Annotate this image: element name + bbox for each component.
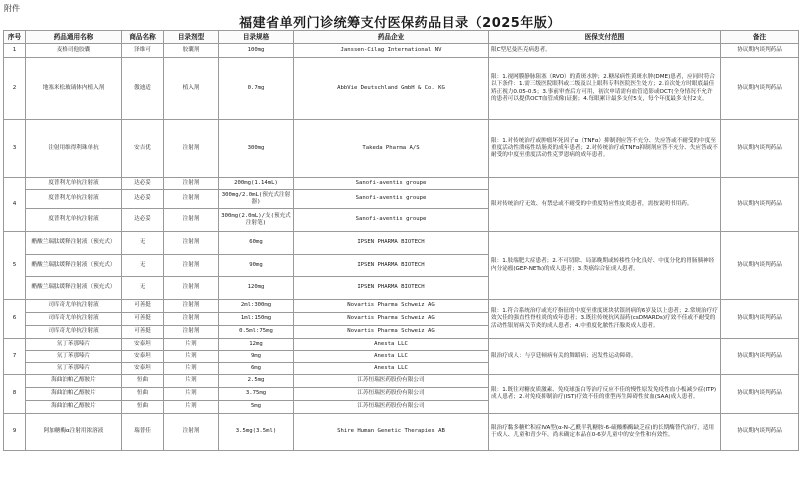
cell-payment-scope: 限：1.肢端肥大症患者；2.不可切除、局部晚期或转移性分化良好、中度分化的胃肠胰神经内分泌瘤(GEP-NETs)的成人患者；3.类癌综合征成人患者。 bbox=[489, 232, 721, 300]
cell-dosage-form: 注射剂 bbox=[164, 277, 219, 300]
cell-spec: 6mg bbox=[219, 363, 294, 375]
cell-company: Sanofi-aventis groupe bbox=[294, 190, 489, 209]
cell-note: 协议期内谈判药品 bbox=[721, 58, 799, 120]
header-generic-name: 药品通用名称 bbox=[26, 31, 122, 44]
cell-spec: 5mg bbox=[219, 401, 294, 414]
cell-company: AbbVie Deutschland GmbH & Co. KG bbox=[294, 58, 489, 120]
header-company: 药品企业 bbox=[294, 31, 489, 44]
cell-dosage-form: 注射剂 bbox=[164, 414, 219, 451]
cell-company: Anesta LLC bbox=[294, 363, 489, 375]
cell-note: 协议期内谈判药品 bbox=[721, 300, 799, 339]
table-row bbox=[4, 58, 799, 120]
table-row bbox=[4, 44, 799, 58]
cell-dosage-form: 注射剂 bbox=[164, 313, 219, 326]
cell-dosage-form: 注射剂 bbox=[164, 300, 219, 313]
cell-brand-name: 安吉优 bbox=[122, 120, 164, 178]
cell-generic-name: 司库奇尤单抗注射液 bbox=[26, 326, 122, 339]
cell-dosage-form: 片剂 bbox=[164, 375, 219, 388]
cell-company: Janssen-Cilag International NV bbox=[294, 44, 489, 58]
cell-payment-scope: 限：1.既往对糖皮质激素、免疫球蛋白等治疗反应不佳的慢性原发免疫性血小板减少症(ITP)成人患者；2.对免疫抑制治疗(IST)疗效不佳的重型再生障碍性贫血(SAA)成人患者。 bbox=[489, 375, 721, 414]
cell-no: 1 bbox=[4, 44, 26, 58]
cell-brand-name: 可善挺 bbox=[122, 326, 164, 339]
cell-generic-name: 度普利尤单抗注射液 bbox=[26, 178, 122, 190]
cell-company: Anesta LLC bbox=[294, 339, 489, 351]
cell-spec: 3.5mg(3.5ml) bbox=[219, 414, 294, 451]
cell-payment-scope: 限：1.对传统治疗或肿瘤坏死因子α（TNFα）抑制剂应答不充分、失应答或不耐受的中度至重度活动性溃疡性结肠炎的成年患者；2.对传统治疗或TNFα抑制剂应答不充分、失应答或不耐受的中度至重度活动性克罗恩病的成年患者。 bbox=[489, 120, 721, 178]
cell-generic-name: 注射用维得利珠单抗 bbox=[26, 120, 122, 178]
drug-catalog-table bbox=[3, 30, 799, 451]
header-brand-name: 商品名称 bbox=[122, 31, 164, 44]
cell-no: 5 bbox=[4, 232, 26, 300]
cell-brand-name: 达必妥 bbox=[122, 190, 164, 209]
attachment-label: 附件 bbox=[4, 4, 20, 13]
cell-dosage-form: 注射剂 bbox=[164, 178, 219, 190]
cell-note: 协议期内谈判药品 bbox=[721, 44, 799, 58]
cell-company: IPSEN PHARMA BIOTECH bbox=[294, 277, 489, 300]
header-spec: 目录规格 bbox=[219, 31, 294, 44]
cell-company: IPSEN PHARMA BIOTECH bbox=[294, 255, 489, 277]
table-row bbox=[4, 414, 799, 451]
cell-generic-name: 麦格司他胶囊 bbox=[26, 44, 122, 58]
cell-spec: 100mg bbox=[219, 44, 294, 58]
table-row bbox=[4, 178, 799, 190]
cell-dosage-form: 片剂 bbox=[164, 363, 219, 375]
cell-generic-name: 氘丁苯那嗪片 bbox=[26, 363, 122, 375]
cell-company: Novartis Pharma Schweiz AG bbox=[294, 300, 489, 313]
cell-generic-name: 醋酸兰瑞肽缓释注射液（预充式） bbox=[26, 255, 122, 277]
cell-brand-name: 恒曲 bbox=[122, 401, 164, 414]
cell-brand-name: 可善挺 bbox=[122, 313, 164, 326]
cell-note: 协议期内谈判药品 bbox=[721, 414, 799, 451]
cell-company: Shire Human Genetic Therapies AB bbox=[294, 414, 489, 451]
table-row bbox=[4, 300, 799, 313]
cell-brand-name: 达必妥 bbox=[122, 209, 164, 232]
cell-no: 9 bbox=[4, 414, 26, 451]
cell-no: 3 bbox=[4, 120, 26, 178]
cell-brand-name: 无 bbox=[122, 277, 164, 300]
cell-brand-name: 安泰坦 bbox=[122, 363, 164, 375]
table-row bbox=[4, 120, 799, 178]
table-header-row bbox=[4, 31, 799, 44]
cell-generic-name: 度普利尤单抗注射液 bbox=[26, 209, 122, 232]
header-dosage-form: 目录剂型 bbox=[164, 31, 219, 44]
cell-no: 7 bbox=[4, 339, 26, 375]
cell-generic-name: 氘丁苯那嗪片 bbox=[26, 351, 122, 363]
cell-dosage-form: 注射剂 bbox=[164, 326, 219, 339]
cell-dosage-form: 片剂 bbox=[164, 401, 219, 414]
cell-company: IPSEN PHARMA BIOTECH bbox=[294, 232, 489, 255]
cell-note: 协议期内谈判药品 bbox=[721, 120, 799, 178]
cell-payment-scope: 限治疗成人：与亨廷顿病有关的舞蹈病；迟发性运动障碍。 bbox=[489, 339, 721, 375]
cell-company: 江苏恒瑞医药股份有限公司 bbox=[294, 375, 489, 388]
cell-spec: 1ml:150mg bbox=[219, 313, 294, 326]
cell-company: Takeda Pharma A/S bbox=[294, 120, 489, 178]
cell-generic-name: 司库奇尤单抗注射液 bbox=[26, 300, 122, 313]
cell-company: Sanofi-aventis groupe bbox=[294, 178, 489, 190]
page-title: 福建省单列门诊统筹支付医保药品目录（2025年版） bbox=[239, 16, 561, 31]
cell-company: 江苏恒瑞医药股份有限公司 bbox=[294, 388, 489, 401]
cell-spec: 60mg bbox=[219, 232, 294, 255]
cell-generic-name: 司库奇尤单抗注射液 bbox=[26, 313, 122, 326]
header-payment-scope: 医保支付范围 bbox=[489, 31, 721, 44]
cell-dosage-form: 植入剂 bbox=[164, 58, 219, 120]
cell-no: 4 bbox=[4, 178, 26, 232]
cell-spec: 9mg bbox=[219, 351, 294, 363]
cell-brand-name: 可善挺 bbox=[122, 300, 164, 313]
cell-spec: 120mg bbox=[219, 277, 294, 300]
cell-spec: 2ml:300mg bbox=[219, 300, 294, 313]
cell-dosage-form: 注射剂 bbox=[164, 209, 219, 232]
cell-no: 8 bbox=[4, 375, 26, 414]
cell-note: 协议期内谈判药品 bbox=[721, 178, 799, 232]
cell-company: Novartis Pharma Schweiz AG bbox=[294, 326, 489, 339]
cell-company: Novartis Pharma Schweiz AG bbox=[294, 313, 489, 326]
cell-generic-name: 海曲泊帕乙醇胺片 bbox=[26, 388, 122, 401]
table-row bbox=[4, 339, 799, 351]
cell-spec: 300mg bbox=[219, 120, 294, 178]
cell-dosage-form: 注射剂 bbox=[164, 190, 219, 209]
cell-spec: 2.5mg bbox=[219, 375, 294, 388]
cell-brand-name: 瑞普佳 bbox=[122, 414, 164, 451]
cell-payment-scope: 限：1.视网膜静脉阻塞（RVO）的黄斑水肿；2.糖尿病性黄斑水肿(DME)患者，应同时符合以下条件：1.需三级医院眼科或二级及以上眼科专科医院医生处方；2.首次处方时眼底最佳矫正视力0.05-0.5；3.事前审查后方可用，初次申请需有血管造影或OCT(全身情况不允许的患者可以提供OCT血管成像)证据；4.每眼累计最多支付5支，每个年度最多支付2支。 bbox=[489, 58, 721, 120]
cell-company: Anesta LLC bbox=[294, 351, 489, 363]
cell-dosage-form: 片剂 bbox=[164, 351, 219, 363]
cell-company: 江苏恒瑞医药股份有限公司 bbox=[294, 401, 489, 414]
cell-dosage-form: 胶囊剂 bbox=[164, 44, 219, 58]
cell-generic-name: 氘丁苯那嗪片 bbox=[26, 339, 122, 351]
cell-spec: 0.7mg bbox=[219, 58, 294, 120]
cell-company: Sanofi-aventis groupe bbox=[294, 209, 489, 232]
cell-generic-name: 度普利尤单抗注射液 bbox=[26, 190, 122, 209]
header-no: 序号 bbox=[4, 31, 26, 44]
cell-note: 协议期内谈判药品 bbox=[721, 232, 799, 300]
cell-generic-name: 地塞米松玻璃体内植入剂 bbox=[26, 58, 122, 120]
cell-spec: 300mg/2.0mL(预充式注射器) bbox=[219, 190, 294, 209]
cell-spec: 90mg bbox=[219, 255, 294, 277]
cell-brand-name: 安泰坦 bbox=[122, 339, 164, 351]
cell-note: 协议期内谈判药品 bbox=[721, 339, 799, 375]
cell-brand-name: 达必妥 bbox=[122, 178, 164, 190]
cell-brand-name: 恒曲 bbox=[122, 388, 164, 401]
cell-payment-scope: 限对传统治疗无效、有禁忌或不耐受的中重度特应性皮炎患者，需按说明书用药。 bbox=[489, 178, 721, 232]
cell-generic-name: 醋酸兰瑞肽缓释注射液（预充式） bbox=[26, 277, 122, 300]
cell-spec: 3.75mg bbox=[219, 388, 294, 401]
cell-dosage-form: 注射剂 bbox=[164, 120, 219, 178]
table-row bbox=[4, 232, 799, 255]
header-note: 备注 bbox=[721, 31, 799, 44]
cell-no: 2 bbox=[4, 58, 26, 120]
cell-payment-scope: 限治疗黏多糖贮积症IVA型(α-N-乙酰半乳糖胺-6-硫酸酯酶缺乏症)的长期酶替代治疗，适用于成人、儿童和青少年，尚未确定本品在0-6岁儿童中的安全性和有效性。 bbox=[489, 414, 721, 451]
cell-dosage-form: 注射剂 bbox=[164, 255, 219, 277]
cell-generic-name: 海曲泊帕乙醇胺片 bbox=[26, 375, 122, 388]
cell-generic-name: 海曲泊帕乙醇胺片 bbox=[26, 401, 122, 414]
cell-spec: 300mg(2.0mL)/支(预充式注射笔) bbox=[219, 209, 294, 232]
cell-brand-name: 无 bbox=[122, 232, 164, 255]
cell-payment-scope: 限：1.符合系统治疗或光疗指征的中度至重度斑块状银屑病的6岁及以上患者；2.常规治疗疗效欠佳的强直性脊柱炎的成年患者；3.既往传统抗风湿药(csDMARDs)疗效不佳或不耐受的活动性银屑病关节炎的成人患者；4.中重度化脓性汗腺炎成人患者。 bbox=[489, 300, 721, 339]
cell-spec: 200mg(1.14mL) bbox=[219, 178, 294, 190]
cell-spec: 0.5ml:75mg bbox=[219, 326, 294, 339]
cell-note: 协议期内谈判药品 bbox=[721, 375, 799, 414]
cell-brand-name: 无 bbox=[122, 255, 164, 277]
table-row bbox=[4, 375, 799, 388]
cell-brand-name: 泽维可 bbox=[122, 44, 164, 58]
cell-dosage-form: 片剂 bbox=[164, 388, 219, 401]
cell-no: 6 bbox=[4, 300, 26, 339]
cell-brand-name: 傲迪适 bbox=[122, 58, 164, 120]
cell-brand-name: 恒曲 bbox=[122, 375, 164, 388]
cell-spec: 12mg bbox=[219, 339, 294, 351]
cell-brand-name: 安泰坦 bbox=[122, 351, 164, 363]
cell-generic-name: 醋酸兰瑞肽缓释注射液（预充式） bbox=[26, 232, 122, 255]
cell-dosage-form: 注射剂 bbox=[164, 232, 219, 255]
cell-payment-scope: 限C型尼曼匹克病患者。 bbox=[489, 44, 721, 58]
cell-dosage-form: 片剂 bbox=[164, 339, 219, 351]
cell-generic-name: 阿加糖酶α注射用浓溶液 bbox=[26, 414, 122, 451]
